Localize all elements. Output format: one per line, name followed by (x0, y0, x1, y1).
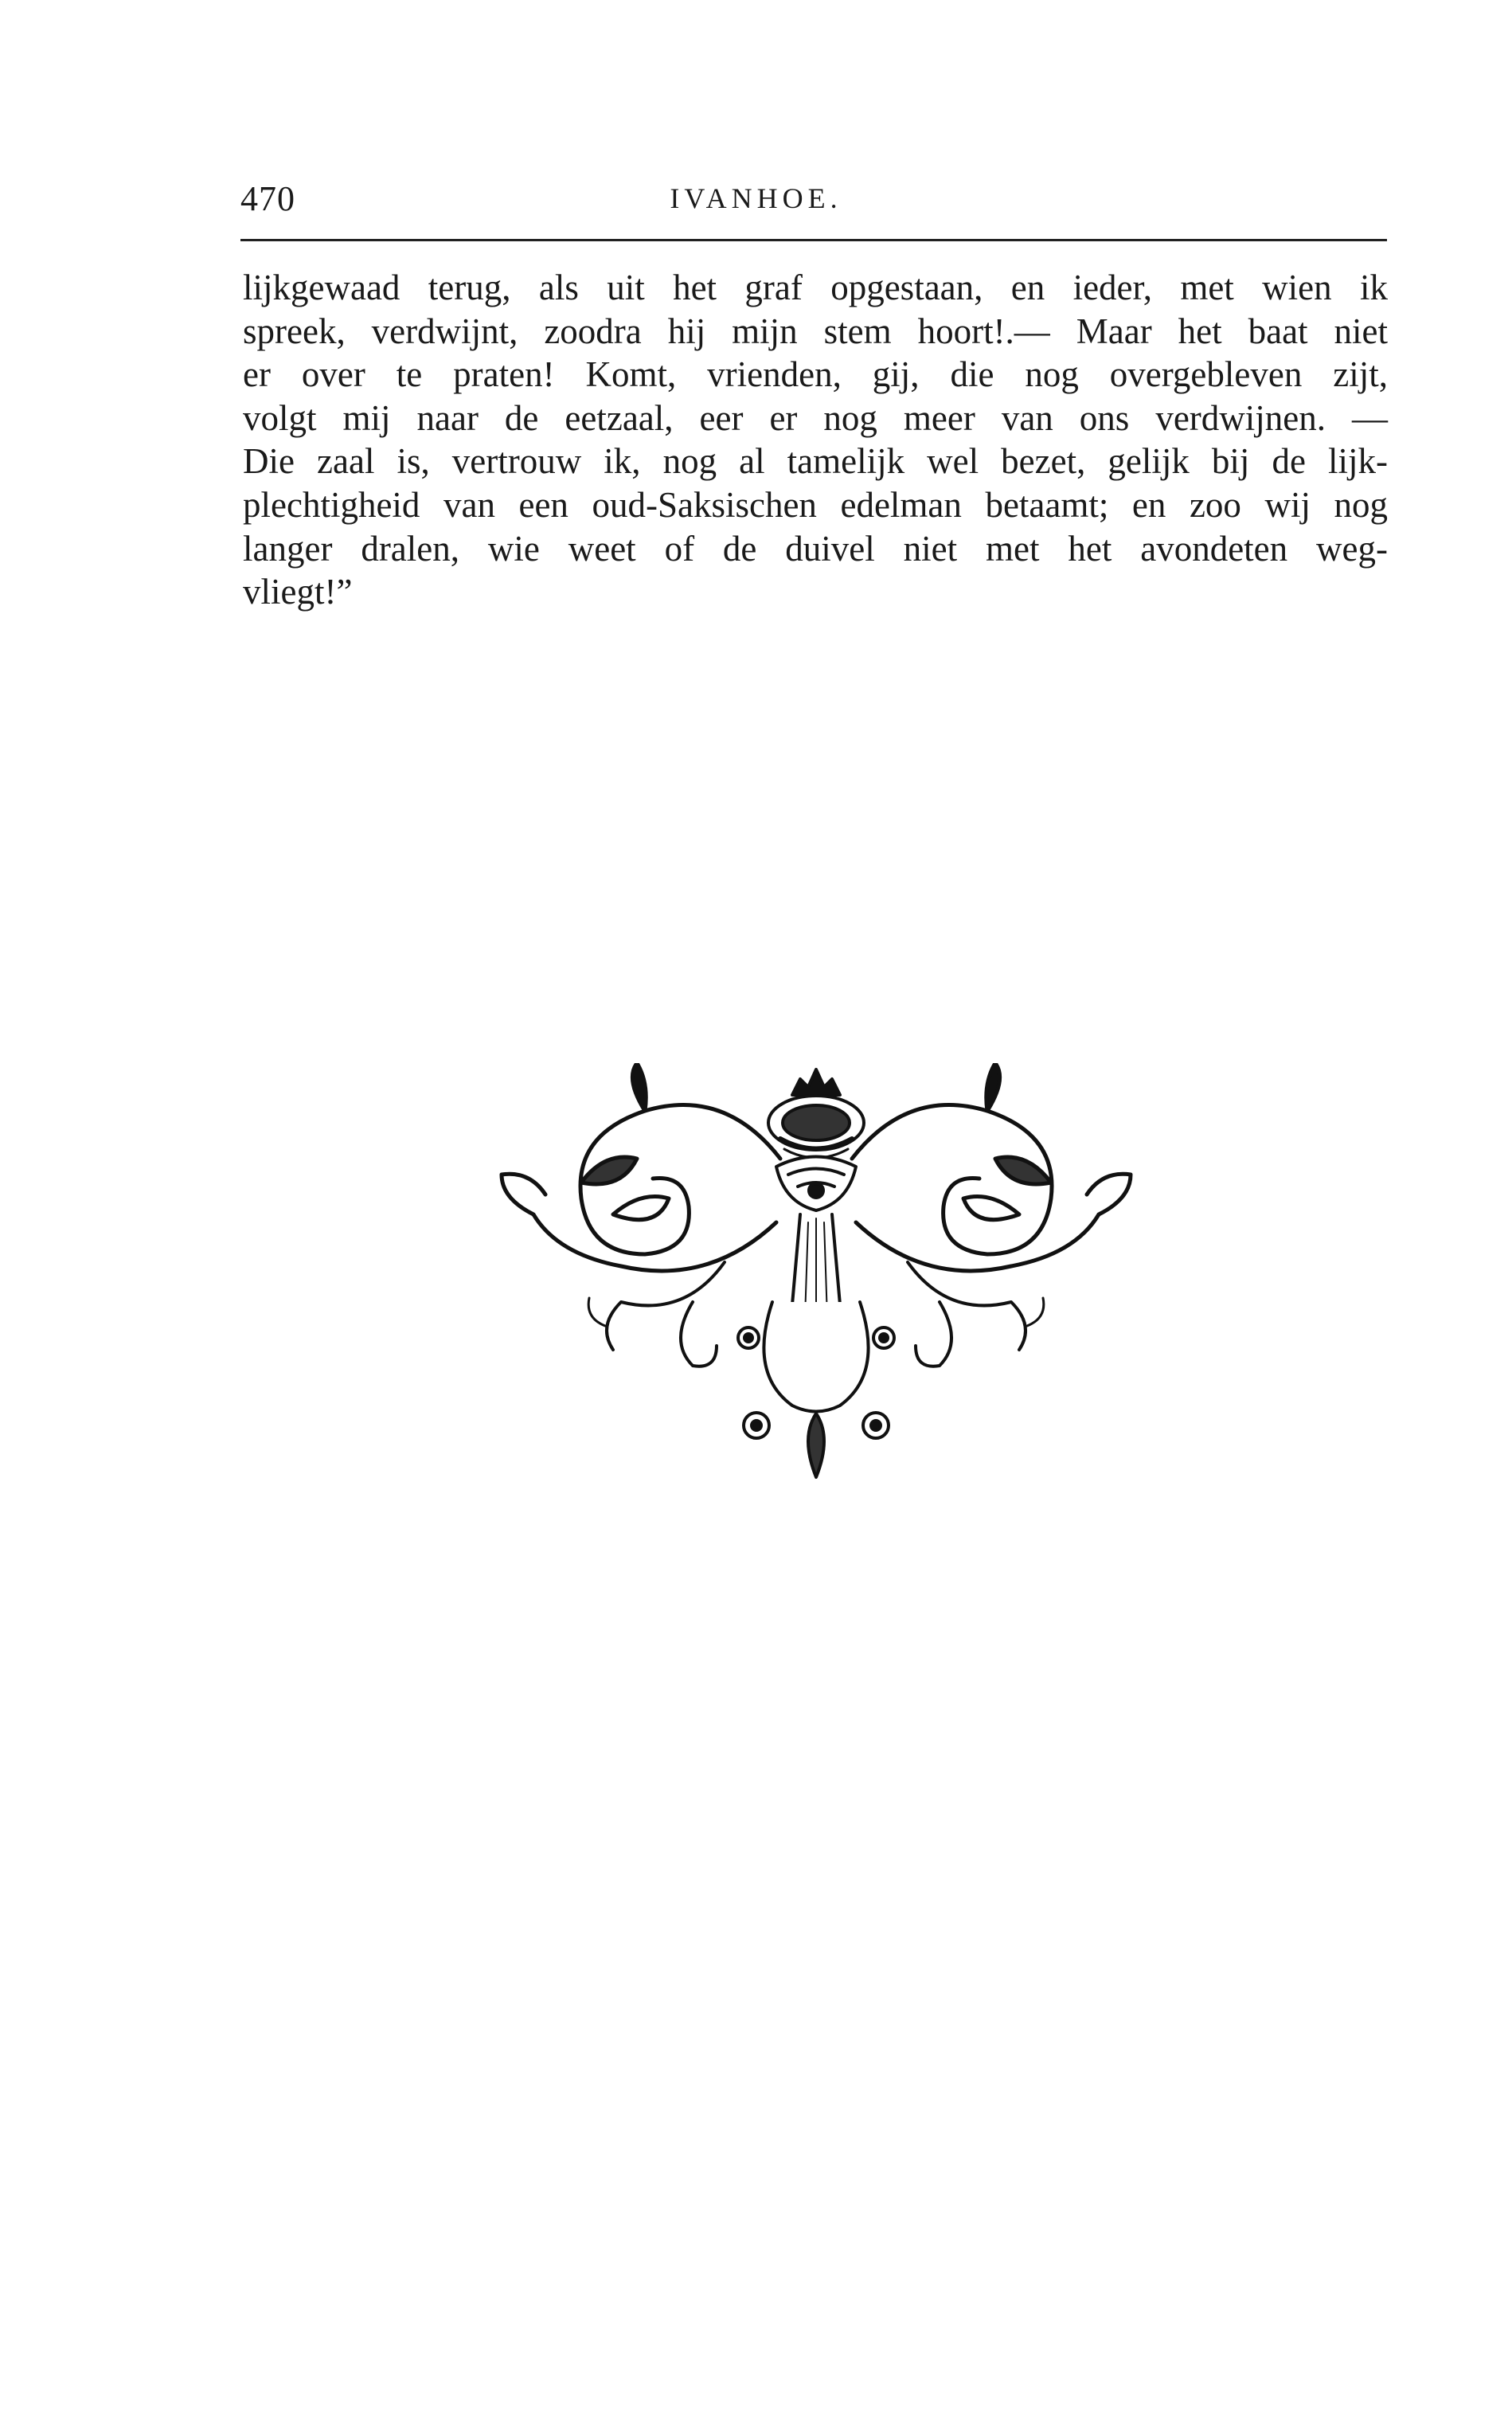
text-line: plechtigheid van een oud-Saksischen edelman betaamt; en zoo wij nog (243, 484, 1388, 525)
text-line: Die zaal is, vertrouw ik, nog al tamelijk wel bezet, gelijk bij de lijk- (243, 441, 1388, 482)
running-title: IVANHOE. (670, 182, 842, 214)
text-line: langer dralen, wie weet of de duivel niet met het avondeten weg- (243, 528, 1388, 569)
left-scroll (502, 1063, 780, 1366)
pendant-motif (738, 1214, 894, 1477)
page-number: 470 (240, 179, 295, 218)
crown-motif (768, 1069, 864, 1158)
body-text (243, 266, 1388, 614)
text-line: vliegt!” (243, 572, 353, 612)
header-rule (240, 239, 1387, 241)
palmette-motif (776, 1157, 856, 1211)
text-line: er over te praten! Komt, vrienden, gij, die nog overgebleven zijt, (243, 354, 1388, 395)
scroll-ornament-icon (486, 1063, 1147, 1493)
text-line: spreek, verdwijnt, zoodra hij mijn stem hoort!.— Maar het baat niet (243, 311, 1388, 351)
text-line: lijkgewaad terug, als uit het graf opgestaan, en ieder, met wien ik (243, 268, 1388, 307)
text-line: volgt mij naar de eetzaal, eer er nog meer van ons verdwijnen. — (243, 397, 1388, 438)
right-scroll (852, 1063, 1131, 1366)
